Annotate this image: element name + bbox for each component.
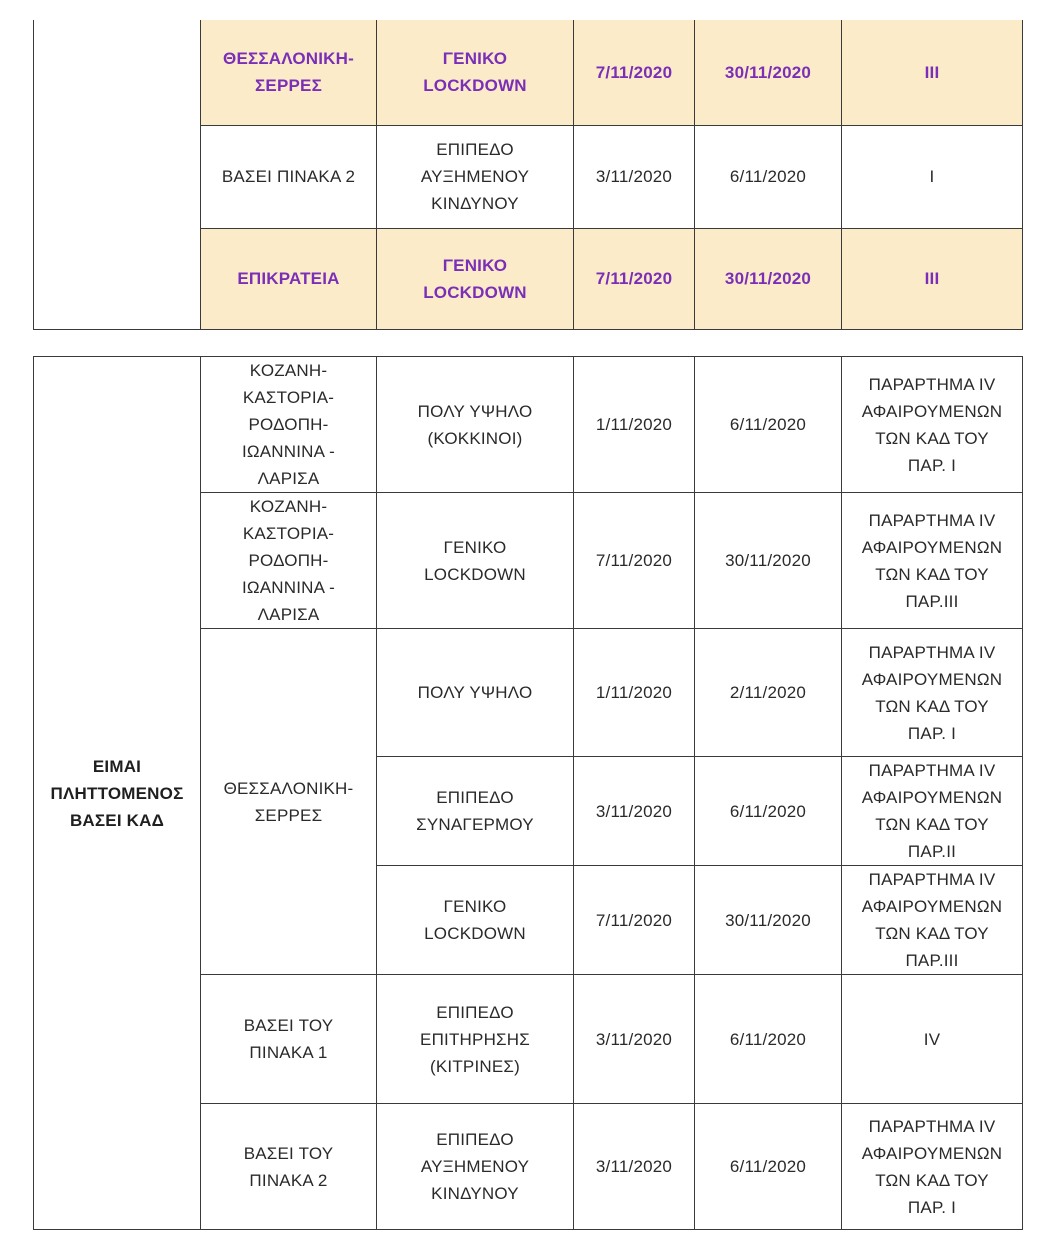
level-cell: ΠΟΛΥ ΥΨΗΛΟ (ΚΟΚΚΙΝΟΙ) — [377, 357, 574, 493]
start-date-cell: 3/11/2020 — [574, 975, 695, 1104]
lockdown-table-top — [33, 20, 1023, 330]
region-cell: ΒΑΣΕΙ ΤΟΥ ΠΙΝΑΚΑ 1 — [201, 975, 377, 1104]
annex-cell: ΠΑΡΑΡΤΗΜΑ IV ΑΦΑΙΡΟΥΜΕΝΩΝ ΤΩΝ ΚΑΔ ΤΟΥ ΠΑΡ.III — [842, 866, 1023, 975]
level-cell: ΕΠΙΠΕΔΟ ΑΥΞΗΜΕΝΟΥ ΚΙΝΔΥΝΟΥ — [377, 1104, 574, 1230]
end-date-cell: 30/11/2020 — [695, 228, 842, 329]
start-date-cell: 1/11/2020 — [574, 629, 695, 757]
category-cell: ΕΙΜΑΙ ΠΛΗΤΤΟΜΕΝΟΣ ΒΑΣΕΙ ΚΑΔ — [34, 357, 201, 1230]
end-date-cell: 30/11/2020 — [695, 20, 842, 125]
annex-cell: ΠΑΡΑΡΤΗΜΑ IV ΑΦΑΙΡΟΥΜΕΝΩΝ ΤΩΝ ΚΑΔ ΤΟΥ ΠΑΡ. I — [842, 1104, 1023, 1230]
annex-cell: III — [842, 20, 1023, 125]
lockdown-table-bottom — [33, 356, 1023, 1230]
end-date-cell: 6/11/2020 — [695, 975, 842, 1104]
level-cell: ΓΕΝΙΚΟ LOCKDOWN — [377, 20, 574, 125]
end-date-cell: 6/11/2020 — [695, 357, 842, 493]
end-date-cell: 6/11/2020 — [695, 125, 842, 228]
level-cell: ΕΠΙΠΕΔΟ ΣΥΝΑΓΕΡΜΟΥ — [377, 757, 574, 866]
end-date-cell: 30/11/2020 — [695, 866, 842, 975]
annex-cell: ΠΑΡΑΡΤΗΜΑ IV ΑΦΑΙΡΟΥΜΕΝΩΝ ΤΩΝ ΚΑΔ ΤΟΥ ΠΑΡ.II — [842, 757, 1023, 866]
start-date-cell: 1/11/2020 — [574, 357, 695, 493]
annex-cell: I — [842, 125, 1023, 228]
annex-cell: ΠΑΡΑΡΤΗΜΑ IV ΑΦΑΙΡΟΥΜΕΝΩΝ ΤΩΝ ΚΑΔ ΤΟΥ ΠΑΡ. I — [842, 629, 1023, 757]
region-cell: ΚΟΖΑΝΗ- ΚΑΣΤΟΡΙΑ- ΡΟΔΟΠΗ- ΙΩΑΝΝΙΝΑ - ΛΑΡΙΣΑ — [201, 493, 377, 629]
region-cell: ΕΠΙΚΡΑΤΕΙΑ — [201, 228, 377, 329]
start-date-cell: 7/11/2020 — [574, 20, 695, 125]
region-cell: ΘΕΣΣΑΛΟΝΙΚΗ- ΣΕΡΡΕΣ — [201, 20, 377, 125]
table-row — [34, 20, 1023, 125]
region-cell: ΘΕΣΣΑΛΟΝΙΚΗ- ΣΕΡΡΕΣ — [201, 629, 377, 975]
annex-cell: ΠΑΡΑΡΤΗΜΑ IV ΑΦΑΙΡΟΥΜΕΝΩΝ ΤΩΝ ΚΑΔ ΤΟΥ ΠΑΡ. I — [842, 357, 1023, 493]
start-date-cell: 3/11/2020 — [574, 1104, 695, 1230]
start-date-cell: 3/11/2020 — [574, 757, 695, 866]
annex-cell: IV — [842, 975, 1023, 1104]
end-date-cell: 6/11/2020 — [695, 1104, 842, 1230]
annex-cell: III — [842, 228, 1023, 329]
table-row — [34, 357, 1023, 493]
start-date-cell: 7/11/2020 — [574, 493, 695, 629]
level-cell: ΕΠΙΠΕΔΟ ΑΥΞΗΜΕΝΟΥ ΚΙΝΔΥΝΟΥ — [377, 125, 574, 228]
level-cell: ΓΕΝΙΚΟ LOCKDOWN — [377, 866, 574, 975]
level-cell: ΠΟΛΥ ΥΨΗΛΟ — [377, 629, 574, 757]
region-cell: ΒΑΣΕΙ ΠΙΝΑΚΑ 2 — [201, 125, 377, 228]
end-date-cell: 2/11/2020 — [695, 629, 842, 757]
start-date-cell: 7/11/2020 — [574, 228, 695, 329]
annex-cell: ΠΑΡΑΡΤΗΜΑ IV ΑΦΑΙΡΟΥΜΕΝΩΝ ΤΩΝ ΚΑΔ ΤΟΥ ΠΑΡ.III — [842, 493, 1023, 629]
end-date-cell: 6/11/2020 — [695, 757, 842, 866]
end-date-cell: 30/11/2020 — [695, 493, 842, 629]
level-cell: ΓΕΝΙΚΟ LOCKDOWN — [377, 228, 574, 329]
start-date-cell: 7/11/2020 — [574, 866, 695, 975]
region-cell: ΚΟΖΑΝΗ- ΚΑΣΤΟΡΙΑ- ΡΟΔΟΠΗ- ΙΩΑΝΝΙΝΑ - ΛΑΡΙΣΑ — [201, 357, 377, 493]
region-cell: ΒΑΣΕΙ ΤΟΥ ΠΙΝΑΚΑ 2 — [201, 1104, 377, 1230]
level-cell: ΓΕΝΙΚΟ LOCKDOWN — [377, 493, 574, 629]
blank-category-cell — [34, 20, 201, 329]
level-cell: ΕΠΙΠΕΔΟ ΕΠΙΤΗΡΗΣΗΣ (ΚΙΤΡΙΝΕΣ) — [377, 975, 574, 1104]
start-date-cell: 3/11/2020 — [574, 125, 695, 228]
